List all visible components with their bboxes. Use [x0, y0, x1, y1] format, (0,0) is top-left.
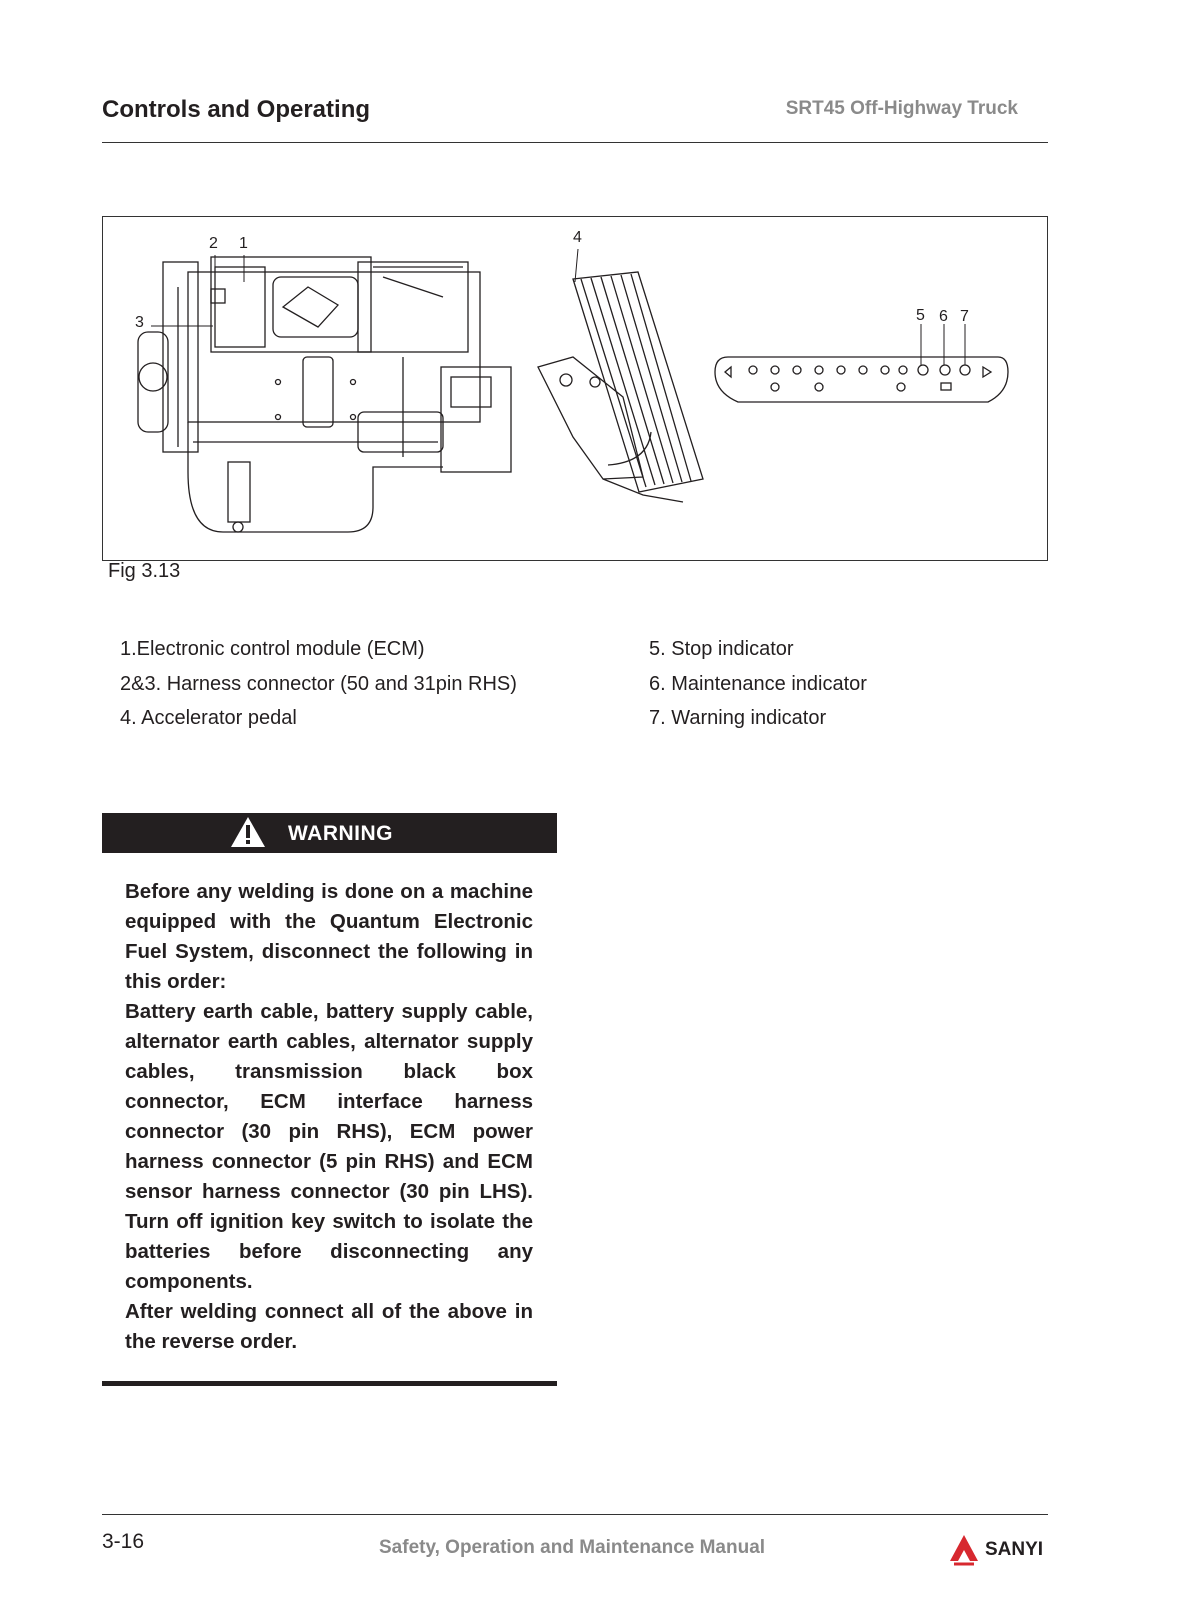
- warning-header: [102, 813, 557, 853]
- callout-6: 6: [939, 308, 948, 325]
- legend-item-warning-indicator: 7. Warning indicator: [649, 707, 827, 729]
- engine-drawing: [138, 257, 511, 532]
- document-title: SRT45 Off-Highway Truck: [785, 98, 1018, 119]
- warning-triangle-icon: [230, 816, 266, 853]
- legend-item-stop-indicator: 5. Stop indicator: [649, 638, 794, 660]
- footer-rule: [102, 1514, 1048, 1515]
- warning-bottom-rule: [102, 1381, 557, 1386]
- legend-item-accelerator-pedal: 4. Accelerator pedal: [120, 707, 297, 729]
- callout-4: 4: [573, 229, 582, 246]
- legend-left: [120, 632, 517, 736]
- engine-pedal-indicator-illustration: [103, 217, 1049, 562]
- warning-paragraph: After welding connect all of the above in the reverse order.: [125, 1300, 533, 1353]
- callout-7: 7: [960, 308, 969, 325]
- warning-paragraph: Battery earth cable, battery supply cable, alternator earth cables, alternator supply cables, transmission black box connector, ECM interface harness connector (30 pin RHS), ECM power harness connector (5 pin RHS) and ECM sensor harness connector (30 pin LHS). Turn off ignition key switch to isolate the batteries before disconnecting any components.: [125, 1000, 533, 1293]
- callout-1: 1: [239, 235, 248, 252]
- indicator-panel-drawing: [715, 357, 1008, 402]
- warning-title: WARNING: [288, 822, 393, 845]
- legend-item-maintenance-indicator: 6. Maintenance indicator: [649, 672, 867, 695]
- brand-name: SANYI: [985, 1539, 1044, 1560]
- legend-item-ecm: 1.Electronic control module (ECM): [120, 638, 425, 660]
- legend-right: [649, 632, 867, 736]
- warning-paragraph: Before any welding is done on a machine equipped with the Quantum Electronic Fuel System, disconnect the following in this order:: [125, 880, 533, 993]
- callout-2: 2: [209, 235, 218, 252]
- legend-item-harness-connector: 2&3. Harness connector (50 and 31pin RHS): [120, 672, 517, 695]
- page-number: 3-16: [102, 1530, 145, 1553]
- footer-manual-title: Safety, Operation and Maintenance Manual: [379, 1537, 766, 1558]
- section-title: Controls and Operating: [102, 96, 371, 123]
- figure-3-13: [102, 216, 1048, 561]
- header-rule: [102, 142, 1048, 143]
- warning-body: [125, 877, 533, 1357]
- accelerator-pedal-drawing: [538, 272, 703, 502]
- callout-3: 3: [135, 314, 144, 331]
- sanyi-logo: [948, 1533, 1048, 1572]
- callout-5: 5: [916, 307, 925, 324]
- figure-caption: Fig 3.13: [108, 560, 181, 582]
